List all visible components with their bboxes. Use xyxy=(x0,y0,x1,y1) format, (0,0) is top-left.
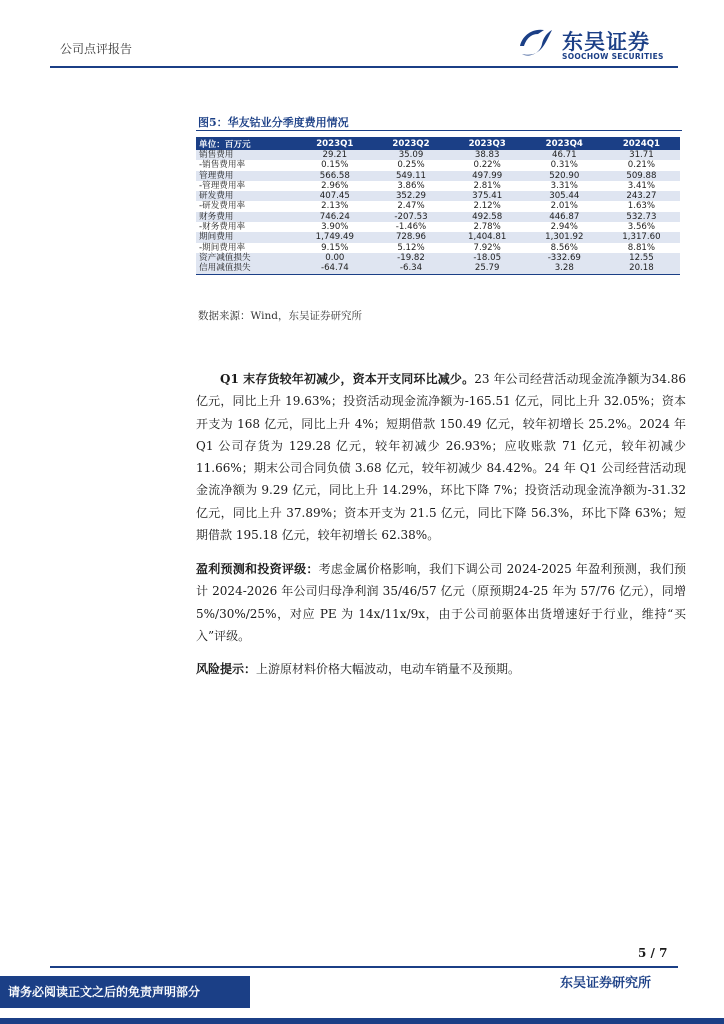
table-cell: 509.88 xyxy=(603,171,680,181)
row-label: 销售费用 xyxy=(196,150,296,160)
table-cell: 35.09 xyxy=(373,150,448,160)
table-cell: 8.81% xyxy=(627,242,656,253)
table-cell: 31.71 xyxy=(603,150,680,160)
table-cell: 352.29 xyxy=(373,191,448,201)
row-label: 资产减值损失 xyxy=(196,253,296,263)
table-cell: 497.99 xyxy=(449,171,526,181)
table-cell: 2.94% xyxy=(550,222,578,233)
table-row xyxy=(196,191,680,201)
data-source-note: 数据来源：Wind，东吴证券研究所 xyxy=(198,310,362,322)
table-cell: -6.34 xyxy=(373,263,448,274)
logo-chinese-name: 东吴证券 xyxy=(562,30,650,54)
table-cell: -1.46% xyxy=(395,222,427,233)
table-row xyxy=(196,171,680,181)
risk-paragraph xyxy=(196,658,686,680)
table-cell: 2.78% xyxy=(473,222,501,233)
table-cell: 407.45 xyxy=(296,191,373,201)
table-cell: 1,749.49 xyxy=(296,232,373,242)
soochow-logo-icon xyxy=(518,24,556,62)
table-cell: -64.74 xyxy=(296,263,373,274)
table-cell: 46.71 xyxy=(526,150,603,160)
paragraph-text: 23 年公司经营活动现金流净额为34.86 亿元，同比上升 19.63%；投资活动现金流净额为-165.51 亿元，同比上升 32.05%；资本开支为 168 亿元，同比上升 4%；短期借款 150.49 亿元，较年初增长 25.2%。2024 年 Q1 公司存货为 129.28 亿元，较年初减少 26.93%；应收账款 71 亿元，较年初减少 11.66%；期末公司合同负债 3.68 亿元，较年初减少 84.42%。24 年 Q1 公司经营活动现金流净额为 9.29 亿元，同比上升 14.29%，环比下降 7%；投资活动现金流净额为-31.32 亿元，同比上升 37.89%；资本开支为 21.5 亿元，同比下降 56.3%，环比下降 63%；短期借款 195.18 亿元，较年初增长 62.38%。 xyxy=(196,372,686,543)
table-cell: 2.12% xyxy=(473,201,501,212)
figure-title-divider xyxy=(196,130,682,131)
table-cell: 2.96% xyxy=(321,180,349,191)
column-header: 单位：百万元 xyxy=(196,137,296,150)
table-cell: 3.56% xyxy=(627,222,656,233)
table-row xyxy=(196,232,680,242)
column-header: 2023Q3 xyxy=(449,137,526,150)
table-cell: 25.79 xyxy=(449,263,526,274)
page-number: 5 / 7 xyxy=(638,946,668,960)
column-header: 2023Q1 xyxy=(296,137,373,150)
row-label: -财务费用率 xyxy=(199,222,246,233)
figure-title: 图5：华友钴业分季度费用情况 xyxy=(198,116,349,129)
table-cell: 746.24 xyxy=(296,212,373,222)
table-cell: 492.58 xyxy=(449,212,526,222)
cashflow-paragraph xyxy=(196,368,686,546)
header-divider xyxy=(50,66,678,68)
paragraph-text: 考虑金属价格影响，我们下调公司 2024-2025 年盈利预测，我们预计 2024-2026 年公司归母净利润 35/46/57 亿元（原预期24-25 年为 57/76 亿元），同增 5%/30%/25%，对应 PE 为 14x/11x/9x，由于公司前驱体出货增速好于行业，维持“买入”评级。 xyxy=(196,562,686,643)
table-cell: 375.41 xyxy=(449,191,526,201)
disclaimer-banner[interactable]: 请务必阅读正文之后的免责声明部分 xyxy=(0,976,250,1008)
table-cell: 3.41% xyxy=(627,180,656,191)
table-row xyxy=(196,150,680,160)
table-cell: 3.31% xyxy=(550,180,578,191)
company-logo xyxy=(518,24,678,64)
table-cell: -19.82 xyxy=(373,253,448,263)
column-header: 2024Q1 xyxy=(603,137,680,150)
table-cell: -332.69 xyxy=(526,253,603,263)
table-cell: 0.31% xyxy=(550,160,578,171)
table-cell: 532.73 xyxy=(603,212,680,222)
table-cell: 2.13% xyxy=(321,201,349,212)
table-cell: 0.25% xyxy=(397,160,425,171)
table-cell: 0.21% xyxy=(627,160,656,171)
row-label: -管理费用率 xyxy=(199,180,246,191)
table-cell: 0.15% xyxy=(321,160,349,171)
row-label: 财务费用 xyxy=(196,212,296,222)
table-cell: 1,317.60 xyxy=(603,232,680,242)
table-row xyxy=(196,222,680,232)
table-row xyxy=(196,263,680,274)
table-cell: 2.47% xyxy=(397,201,425,212)
paragraph-lead: 盈利预测和投资评级： xyxy=(196,562,319,576)
table-cell: 2.01% xyxy=(550,201,578,212)
table-cell: 29.21 xyxy=(296,150,373,160)
paragraph-text: 上游原材料价格大幅波动，电动车销量不及预期。 xyxy=(256,662,521,676)
table-cell: 728.96 xyxy=(373,232,448,242)
footer-institute: 东吴证券研究所 xyxy=(560,976,652,991)
footer-bar xyxy=(0,1018,724,1024)
table-row xyxy=(196,201,680,211)
table-cell: 2.81% xyxy=(473,180,501,191)
row-label: -期间费用率 xyxy=(199,242,246,253)
table-cell: 8.56% xyxy=(550,242,578,253)
table-row xyxy=(196,243,680,253)
logo-english-name: SOOCHOW SECURITIES xyxy=(562,52,664,61)
table-cell: 549.11 xyxy=(373,171,448,181)
table-cell: -18.05 xyxy=(449,253,526,263)
table-header-row xyxy=(196,137,680,150)
paragraph-lead: 风险提示： xyxy=(196,662,257,676)
table-cell: 3.28 xyxy=(526,263,603,274)
row-label: 管理费用 xyxy=(196,171,296,181)
table-cell: 1,404.81 xyxy=(449,232,526,242)
row-label: -销售费用率 xyxy=(199,160,246,171)
table-cell: 7.92% xyxy=(473,242,501,253)
forecast-paragraph xyxy=(196,558,686,647)
row-label: -研发费用率 xyxy=(199,201,246,212)
row-label: 期间费用 xyxy=(196,232,296,242)
table-cell: 1.63% xyxy=(627,201,656,212)
table-cell: 3.86% xyxy=(397,180,425,191)
table-cell: 0.00 xyxy=(296,253,373,263)
table-cell: 12.55 xyxy=(603,253,680,263)
table-cell: 38.83 xyxy=(449,150,526,160)
column-header: 2023Q2 xyxy=(373,137,448,150)
paragraph-lead: Q1 末存货较年初减少，资本开支同环比减少。 xyxy=(220,372,475,386)
table-cell: 5.12% xyxy=(397,242,425,253)
table-cell: 243.27 xyxy=(603,191,680,201)
table-row xyxy=(196,253,680,263)
column-header: 2023Q4 xyxy=(526,137,603,150)
table-cell: 3.90% xyxy=(321,222,349,233)
row-label: 信用减值损失 xyxy=(196,263,296,274)
table-cell: 446.87 xyxy=(526,212,603,222)
table-cell: 520.90 xyxy=(526,171,603,181)
table-cell: 305.44 xyxy=(526,191,603,201)
report-type-label: 公司点评报告 xyxy=(60,42,133,56)
table-row xyxy=(196,212,680,222)
table-cell: 566.58 xyxy=(296,171,373,181)
table-cell: -207.53 xyxy=(373,212,448,222)
row-label: 研发费用 xyxy=(196,191,296,201)
expense-table xyxy=(196,137,680,275)
table-cell: 9.15% xyxy=(321,242,349,253)
footer-divider xyxy=(50,966,678,968)
table-cell: 0.22% xyxy=(473,160,501,171)
table-cell: 20.18 xyxy=(603,263,680,274)
table-row xyxy=(196,160,680,170)
table-cell: 1,301.92 xyxy=(526,232,603,242)
table-row xyxy=(196,181,680,191)
